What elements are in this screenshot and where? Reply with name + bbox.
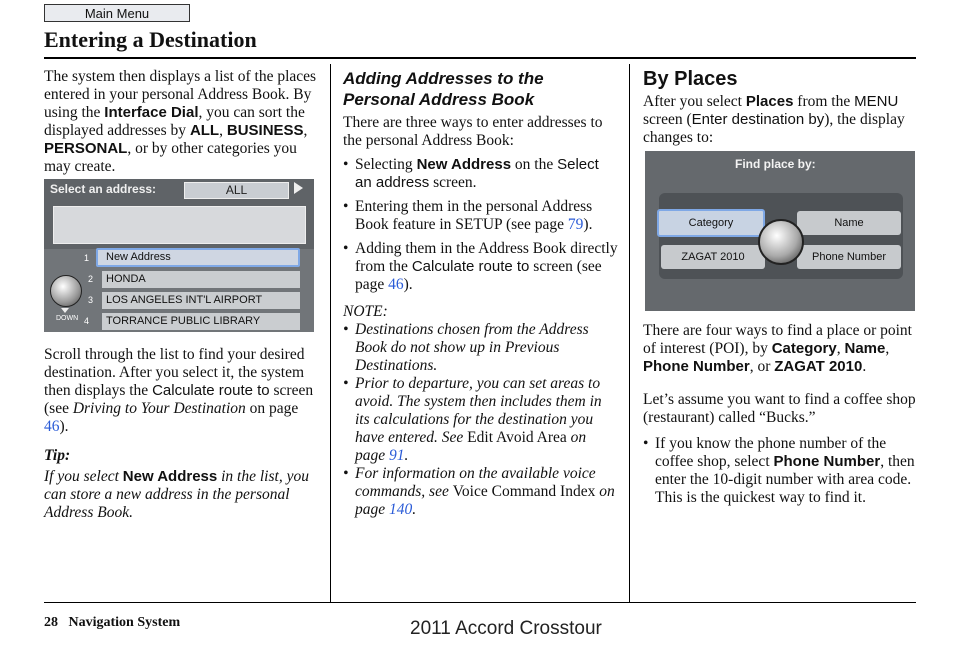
list-number: 2 [88,274,94,284]
footer-rule [44,602,916,603]
screen-title: Select an address: [50,182,157,196]
main-menu-button[interactable]: Main Menu [44,4,190,22]
tab-all[interactable]: ALL [184,182,289,199]
column-3-lower [643,322,919,507]
column-divider-1 [330,64,331,602]
list-item-new-address[interactable]: New Address [96,248,300,267]
list-item: • Selecting New Address on the Select an address screen. [343,156,619,192]
add-intro: There are three ways to enter addresses to the personal Address Book: [343,114,603,149]
title-rule [44,57,916,59]
footer-page-label: 28 Navigation System [44,615,181,630]
watermark: 2011 Accord Crosstour [410,618,602,639]
list-number: 3 [88,295,94,305]
screen-title: Find place by: [735,157,816,171]
column-1 [44,68,320,176]
option-category[interactable]: Category [657,209,765,237]
list-item[interactable]: HONDA [102,271,300,288]
notes-list [343,321,619,519]
page-link[interactable]: 91 [389,447,405,464]
section-heading-by-places: By Places [643,68,738,90]
interface-dial-icon [50,275,82,307]
page-link[interactable]: 140 [389,501,413,518]
list-item: • Adding them in the Address Book directly from the Calculate route to screen (see page 46). [343,240,619,294]
select-address-screen [44,179,314,332]
option-zagat[interactable]: ZAGAT 2010 [661,245,765,269]
list-item: • If you know the phone number of the coffee shop, select Phone Number, then enter the 10-digit number with area code. This is the quickest way to find it. [643,435,919,507]
note-label: NOTE: [343,303,388,320]
tip-paragraph: If you select New Address in the list, you can store a new address in the personal Address Book. [44,468,309,521]
column-1-lower [44,346,320,522]
note-item: • For information on the available voice commands, see Voice Command Index on page 140. [343,465,619,519]
four-ways-paragraph: There are four ways to find a place or point of interest (POI), by Category, Name, Phone Number, or ZAGAT 2010. [643,322,912,375]
list-number: 1 [84,253,90,263]
note-item: • Destinations chosen from the Address Book do not show up in Previous Destinations. [343,321,619,375]
tip-label: Tip: [44,447,71,464]
column-3 [643,68,919,147]
interface-dial-icon [758,219,804,265]
option-phone-number[interactable]: Phone Number [797,245,901,269]
places-intro: After you select Places from the MENU screen (Enter destination by), the display changes to: [643,93,905,146]
coffee-paragraph: Let’s assume you want to find a coffee shop (restaurant) called “Bucks.” [643,391,916,426]
list-item[interactable]: LOS ANGELES INT'L AIRPORT [102,292,300,309]
section-heading-add-addresses: Adding Addresses to the Personal Address Book [343,69,544,109]
phone-tip-list [643,435,919,507]
list-number: 4 [84,316,90,326]
scroll-paragraph: Scroll through the list to find your desired destination. After you select it, the system then displays the Calculate route to screen (see Driving to Your Destination on page 46). [44,346,314,435]
option-name[interactable]: Name [797,211,901,235]
intro-paragraph: The system then displays a list of the places entered in your personal Address Book. By using the Interface Dial, you can sort the displayed addresses by ALL, BUSINESS, PERSONAL, or by other categories you may create. [44,68,317,175]
list-item: • Entering them in the personal Address Book feature in SETUP (see page 79). [343,198,619,234]
down-arrow-icon [61,308,69,313]
page-link[interactable]: 46 [388,276,404,293]
preview-box [53,206,306,244]
column-2 [343,68,619,519]
find-place-screen [645,151,915,311]
add-methods-list [343,156,619,294]
down-label: DOWN [56,315,79,322]
arrow-right-icon[interactable] [294,182,303,194]
page-link[interactable]: 46 [44,418,60,435]
note-item: • Prior to departure, you can set areas to avoid. The system then includes them in its calculations for the destination you have entered. See Edit Avoid Area on page 91. [343,375,619,465]
column-divider-2 [629,64,630,602]
list-item[interactable]: TORRANCE PUBLIC LIBRARY [102,313,300,330]
page-title: Entering a Destination [44,27,257,52]
page-link[interactable]: 79 [567,216,584,233]
